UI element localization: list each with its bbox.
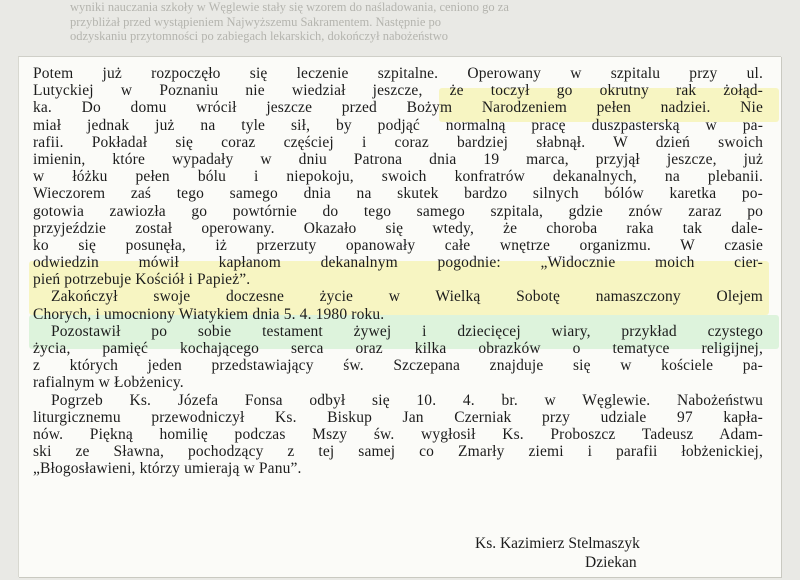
article-line: Zakończył swoje doczesne życie w Wielką Sobotę namaszczony Olejem <box>51 288 763 306</box>
article-line: gotowia zawiozła go powtórnie do tego samego szpitala, gdzie znów zaraz po <box>33 202 763 220</box>
article-line: nów. Piękną homilię podczas Mszy św. wygłosił Ks. Proboszcz Tadeusz Adam- <box>33 425 763 443</box>
article-line: miał jednak już na tyle sił, by podjąć normalną pracę duszpasterską w pa- <box>33 116 763 134</box>
article-line: Potem już rozpoczęło się leczenie szpitalne. Operowany w szpitalu przy ul. <box>33 65 763 82</box>
article-line: Chorych, i umocniony Wiatykiem dnia 5. 4. 1980 roku. <box>33 305 385 323</box>
article-body <box>33 65 763 478</box>
article-line: w łóżku pełen bólu i niepokoju, swoich konfratrów dekanalnych, na plebanii. <box>33 168 763 186</box>
article-line: ski ze Sławna, pochodzący z tej samej co Zmarły ziemi i parafii łobżenickiej, <box>33 443 763 461</box>
article-line: liturgicznemu przewodniczył Ks. Biskup Jan Czerniak przy udziale 97 kapła- <box>33 408 763 426</box>
article-line: pień potrzebuje Kościół i Papież”. <box>33 271 251 289</box>
article-line: ko się posunęła, iż przerzuty opanowały całe wnętrze organizmu. W czasie <box>33 236 763 254</box>
article-line: z których jeden przedstawiający św. Szczepana znajduje się w kościele pa- <box>33 357 763 375</box>
signature-title: Dziekan <box>585 554 637 571</box>
signature-name: Ks. Kazimierz Stelmaszyk <box>475 535 640 552</box>
newspaper-clipping <box>18 56 781 577</box>
article-line: imienin, które wypadały w dniu Patrona dnia 19 marca, przyjął jeszcze, już <box>33 150 763 168</box>
bleed-line: odzyskaniu przytomności po zabiegach lekarskich, dokończył nabożeństwo <box>70 29 449 43</box>
article-line: rafii. Pokładał się coraz częściej i coraz bardziej słabnął. W dzień swoich <box>33 133 763 151</box>
article-line: życia, pamięć kochającego serca oraz kilka obrazków o tematyce religijnej, <box>33 340 763 357</box>
article-line: Lutyckiej w Poznaniu nie wiedział jeszcze, że toczył go okrutny rak żołąd- <box>33 82 763 100</box>
article-line: Wieczorem zaś tego samego dnia na skutek bardzo silnych bólów karetka po- <box>33 185 763 203</box>
article-line: ka. Do domu wrócił jeszcze przed Bożym Narodzeniem pełen nadziei. Nie <box>33 99 763 117</box>
bleed-line: przybliżał przed wystąpieniem Najwyższemu Sakramentem. Następnie po <box>70 14 442 29</box>
article-line: odwiedzin mówił kapłanom dekanalnym pogodnie: „Widocznie moich cier- <box>33 254 763 272</box>
article-line: Pogrzeb Ks. Józefa Fonsa odbył się 10. 4. br. w Węglewie. Nabożeństwu <box>51 391 763 409</box>
article-line: rafialnym w Łobżenicy. <box>33 374 184 392</box>
bleed-line: wyniki nauczania szkoły w Węglewie stały się wzorem do naśladowania, ceniono go za <box>70 0 509 14</box>
article-line: Pozostawił po sobie testament żywej i dziecięcej wiary, przykład czystego <box>51 322 763 340</box>
article-line: przyjeździe został operowany. Okazało się wtedy, że choroba raka tak dale- <box>33 219 763 237</box>
article-line: „Błogosławieni, którzy umierają w Panu”. <box>33 460 302 478</box>
bleed-through-text <box>0 0 800 60</box>
